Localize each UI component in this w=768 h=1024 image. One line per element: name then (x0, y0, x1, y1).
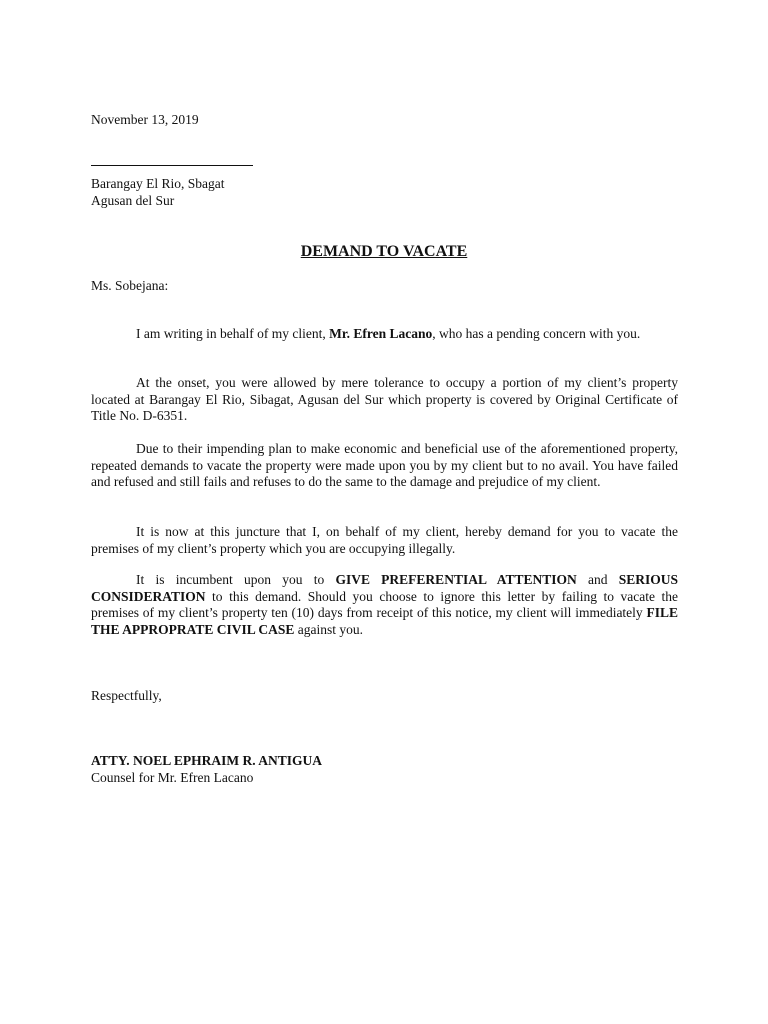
signer-title: Counsel for Mr. Efren Lacano (91, 769, 254, 785)
emphasis-file-civil-case: FILE THE APPROPRATE CIVIL CASE (91, 605, 678, 638)
address-line-1: Barangay El Rio, Sbagat (91, 176, 225, 191)
signer-name: ATTY. NOEL EPHRAIM R. ANTIGUA (91, 753, 323, 768)
recipient-name-blank (91, 165, 253, 166)
letter-title: DEMAND TO VACATE (300, 243, 468, 260)
client-name: Mr. Efren Lacano (329, 326, 433, 341)
closing: Respectfully, (91, 688, 162, 703)
address-line-2: Agusan del Sur (91, 192, 175, 208)
emphasis-preferential-attention: GIVE PREFERENTIAL ATTENTION (335, 572, 577, 587)
salutation: Ms. Sobejana: (91, 278, 169, 293)
paragraph-1-text-c: , who has a pending concern with you. (432, 326, 641, 341)
paragraph-2: At the onset, you were allowed by mere tolerance to occupy a portion of my client’s property located at Barangay El Rio, Sibagat, Agusan del Sur which property is covered by Original Certificate of Title No. D-6351. (91, 375, 678, 424)
paragraph-1 (91, 326, 678, 343)
paragraph-4: It is now at this juncture that I, on behalf of my client, hereby demand for you to vacate the premises of my client’s property which you are occupying illegally. (91, 524, 678, 556)
paragraph-5-text-g: against you. (294, 622, 364, 638)
paragraph-3: Due to their impending plan to make economic and beneficial use of the aforementioned property, repeated demands to vacate the property were made upon you by my client but to no avail. You have failed and refused and still fails and refuses to do the same to the damage and prejudice of my client. (91, 441, 678, 490)
recipient-address (91, 176, 678, 209)
signature-block (91, 753, 678, 786)
paragraph-5-text-c: and (576, 572, 619, 587)
paragraph-5 (91, 572, 678, 639)
paragraph-5-text-e: to this demand. Should you choose to ignore this letter by failing to vacate the premises of my client’s property ten (10) days from receipt of this notice, my client will immediately (91, 588, 678, 621)
letter-date: November 13, 2019 (91, 112, 199, 127)
paragraph-5-text-a: It is incumbent upon you to (136, 572, 336, 587)
emphasis-serious-consideration: SERIOUS CONSIDERATION (91, 572, 678, 604)
paragraph-1-text-a: I am writing in behalf of my client, (136, 326, 330, 341)
